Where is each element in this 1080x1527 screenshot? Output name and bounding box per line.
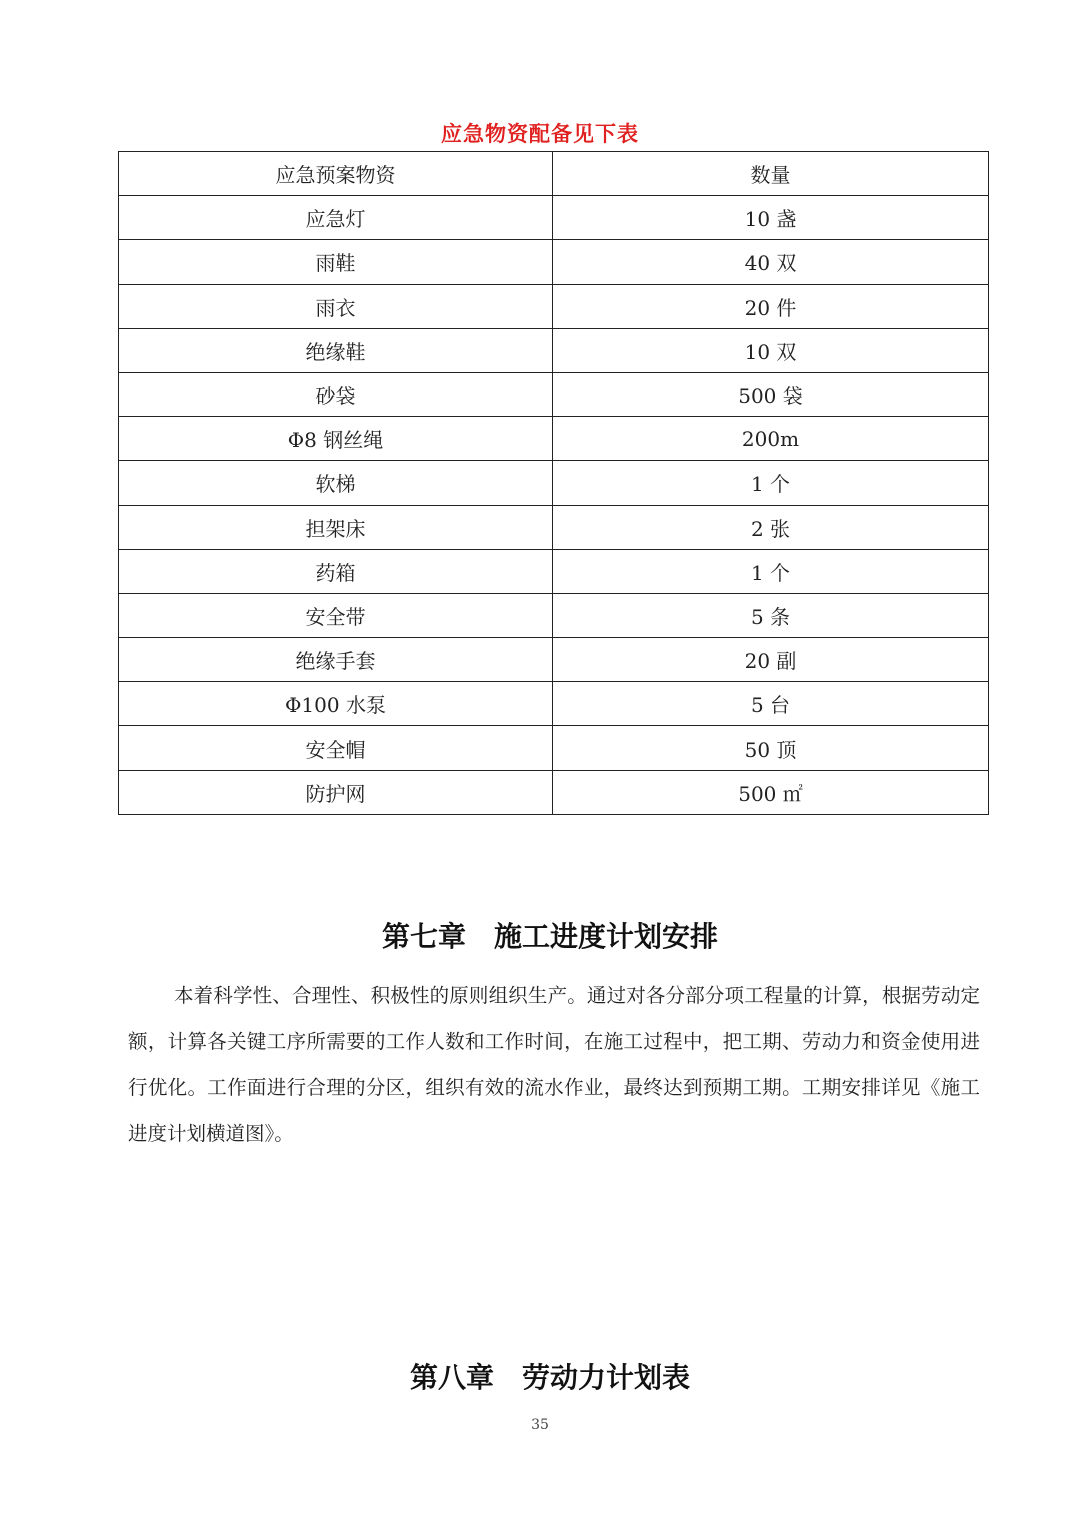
supply-item-cell: 安全带 xyxy=(119,593,553,637)
chapter-7-title: 第七章 施工进度计划安排 xyxy=(381,920,718,953)
supply-item-cell: 安全帽 xyxy=(119,726,553,770)
supply-item-cell: 担架床 xyxy=(119,505,553,549)
supply-item-cell: 绝缘鞋 xyxy=(119,328,553,372)
supply-item-cell: 雨衣 xyxy=(119,284,553,328)
supply-item-cell: 应急灯 xyxy=(119,196,553,240)
table-row xyxy=(119,638,989,682)
supply-quantity-cell: 40 双 xyxy=(553,240,989,284)
chapter-7-paragraph: 本着科学性、合理性、积极性的原则组织生产。通过对各分部分项工程量的计算，根据劳动定额，计算各关键工序所需要的工作人数和工作时间，在施工过程中，把工期、劳动力和资金使用进行优化。工作面进行合理的分区，组织有效的流水作业，最终达到预期工期。工期安排详见《施工进度计划横道图》。 xyxy=(128,984,980,1145)
supply-item-cell: Φ8 钢丝绳 xyxy=(119,417,553,461)
supply-quantity-cell: 500 ㎡ xyxy=(553,770,989,814)
supply-quantity-cell: 1 个 xyxy=(553,549,989,593)
table-row xyxy=(119,549,989,593)
table-caption: 应急物资配备见下表 xyxy=(441,122,639,146)
supply-quantity-cell: 10 盏 xyxy=(553,196,989,240)
table-body xyxy=(119,196,989,815)
supply-item-cell: 防护网 xyxy=(119,770,553,814)
supply-quantity-cell: 20 副 xyxy=(553,638,989,682)
supply-quantity-cell: 10 双 xyxy=(553,328,989,372)
table-row xyxy=(119,726,989,770)
table-row xyxy=(119,240,989,284)
supply-quantity-cell: 5 台 xyxy=(553,682,989,726)
supply-item-cell: 砂袋 xyxy=(119,372,553,416)
table-row xyxy=(119,593,989,637)
table-row xyxy=(119,372,989,416)
chapter-8-title: 第八章 劳动力计划表 xyxy=(409,1361,690,1394)
supply-quantity-cell: 500 袋 xyxy=(553,372,989,416)
table-row xyxy=(119,461,989,505)
table-row xyxy=(119,682,989,726)
supply-item-cell: 绝缘手套 xyxy=(119,638,553,682)
emergency-supplies-table xyxy=(118,151,989,815)
supply-quantity-cell: 5 条 xyxy=(553,593,989,637)
supply-quantity-cell: 200m xyxy=(553,417,989,461)
supply-quantity-cell: 20 件 xyxy=(553,284,989,328)
supply-item-cell: 药箱 xyxy=(119,549,553,593)
header-supplies: 应急预案物资 xyxy=(119,152,553,196)
supply-item-cell: Φ100 水泵 xyxy=(119,682,553,726)
table-row xyxy=(119,505,989,549)
table-row xyxy=(119,284,989,328)
page-number: 35 xyxy=(531,1417,549,1433)
supply-item-cell: 雨鞋 xyxy=(119,240,553,284)
supply-quantity-cell: 50 顶 xyxy=(553,726,989,770)
table-row xyxy=(119,417,989,461)
table-row xyxy=(119,328,989,372)
header-quantity: 数量 xyxy=(553,152,989,196)
supply-quantity-cell: 2 张 xyxy=(553,505,989,549)
supply-quantity-cell: 1 个 xyxy=(553,461,989,505)
table-header-row xyxy=(119,152,989,196)
table-row xyxy=(119,196,989,240)
supply-item-cell: 软梯 xyxy=(119,461,553,505)
table-row xyxy=(119,770,989,814)
